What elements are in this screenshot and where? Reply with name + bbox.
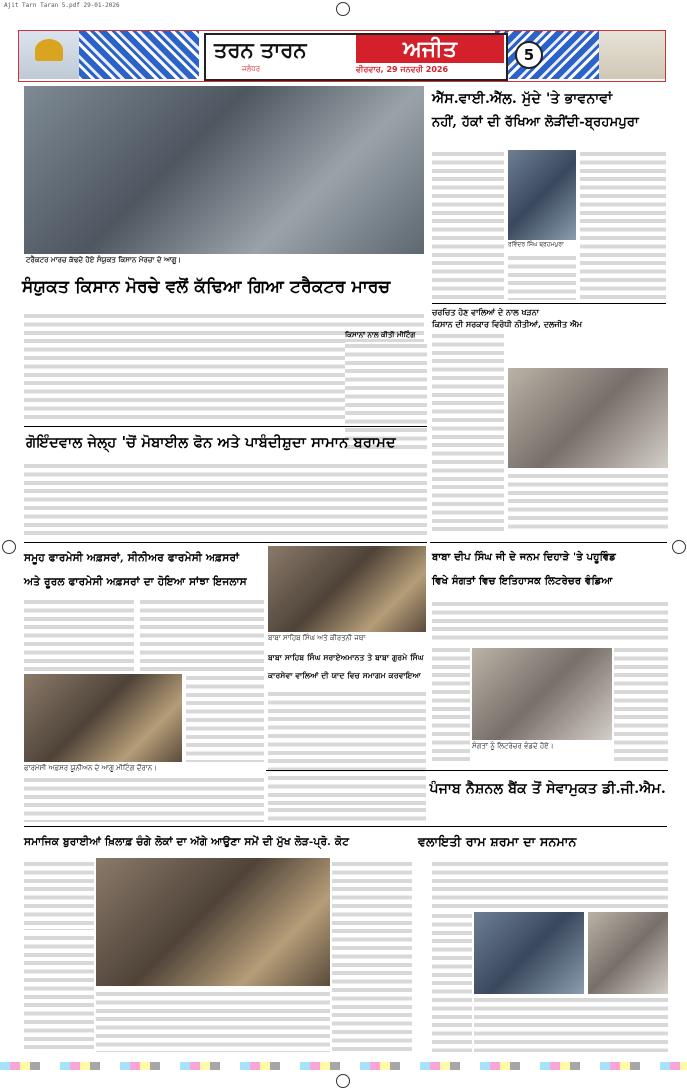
- bottom-right-col1: [432, 860, 668, 910]
- honour-photo-2: [588, 912, 668, 994]
- masthead-title-box: [204, 33, 508, 81]
- farmer-meeting-kicker: ਚਰਚਿਤ ਹੋਣ ਵਾਲਿਆਂ ਦੇ ਨਾਲ ਖੜਨਾ: [432, 307, 540, 317]
- baba-deep-article-top: [432, 600, 668, 644]
- kirtan-headline-line2: ਕਾਰਸੇਵਾ ਵਾਲਿਆਂ ਦੀ ਯਾਦ ਵਿਚ ਸਮਾਗਮ ਕਰਵਾਇਆ: [268, 671, 421, 680]
- divider: [24, 826, 667, 827]
- divider: [266, 770, 668, 771]
- sub-headline: ਕਿਸਾਨਾਂ ਨਾਲ ਕੀਤੀ ਮੀਟਿੰਗ: [345, 330, 416, 339]
- pnb-headline: ਪੰਜਾਬ ਨੈਸ਼ਨਲ ਬੈਂਕ ਤੋਂ ਸੇਵਾਮੁਕਤ ਡੀ.ਜੀ.ਐਮ.: [429, 781, 666, 797]
- bottom-left-col1: [24, 860, 94, 930]
- building-image: [599, 31, 665, 79]
- pharmacy-article-col4: [24, 776, 264, 822]
- bottom-right-col3: [474, 996, 668, 1052]
- divider: [432, 303, 666, 304]
- pharmacy-article-col1: [24, 598, 134, 672]
- tractor-march-photo: [24, 86, 424, 254]
- syl-headline-line2: ਨਹੀਂ, ਹੱਕਾਂ ਦੀ ਰੱਖਿਆ ਲੋੜੀਂਦੀ-ਬ੍ਰਹਮਪੁਰਾ: [432, 115, 639, 130]
- kirtan-article-body: [268, 690, 426, 822]
- tractor-photo-caption: ਟਰੈਕਟਰ ਮਾਰਚ ਕੱਢਦੇ ਹੋਏ ਸੰਯੁਕਤ ਕਿਸਾਨ ਮੋਰਚਾ ਦੇ ਆਗੂ।: [26, 256, 182, 264]
- baba-deep-headline-line1: ਬਾਬਾ ਦੀਪ ਸਿੰਘ ਜੀ ਦੇ ਜਨਮ ਦਿਹਾੜੇ 'ਤੇ ਪਹੂਵਿੰਡ: [432, 552, 616, 563]
- baba-deep-photo-caption: ਸੰਗਤਾਂ ਨੂੰ ਲਿਟਰੇਚਰ ਵੰਡਦੇ ਹੋਏ।: [472, 742, 554, 750]
- baba-deep-headline-line2: ਵਿਖੇ ਸੰਗਤਾਂ ਵਿਚ ਇਤਿਹਾਸਕ ਲਿਟਰੇਚਰ ਵੰਡਿਆ: [432, 576, 613, 587]
- jail-headline: ਗੋਇੰਦਵਾਲ ਜੇਲ੍ਹ 'ਚੋਂ ਮੋਬਾਈਲ ਫੋਨ ਅਤੇ ਪਾਬੰਦੀਸ਼ੁਦਾ ਸਾਮਾਨ ਬਰਾਮਦ: [26, 434, 396, 451]
- page-number: 5: [515, 41, 543, 69]
- syl-article-col3: [580, 150, 666, 300]
- two-men-photo: [508, 368, 668, 468]
- color-bar: [0, 1062, 687, 1070]
- tractor-headline: ਸੰਯੁਕਤ ਕਿਸਾਨ ਮੋਰਚੇ ਵਲੋਂ ਕੱਢਿਆ ਗਿਆ ਟਰੈਕਟਰ ਮਾਰਚ: [22, 277, 391, 297]
- pharmacy-article-col2: [140, 598, 264, 672]
- masthead-title-right: ਅਜੀਤ: [356, 35, 504, 63]
- file-info-line: Ajit Tarn Taran 5.pdf 29-01-2026: [4, 2, 120, 9]
- baba-deep-article-col2: [614, 646, 668, 764]
- pharmacy-photo-caption: ਫਾਰਮੇਸੀ ਅਫ਼ਸਰ ਯੂਨੀਅਨ ਦੇ ਆਗੂ ਮੀਟਿੰਗ ਦੌਰਾਨ।: [24, 764, 157, 772]
- kirtan-photo: [268, 546, 426, 632]
- baba-deep-article-col1: [432, 646, 470, 764]
- kirtan-photo-caption: ਬਾਬਾ ਸਾਹਿਬ ਸਿੰਘ ਅਤੇ ਕੀਰਤਨੀ ਜਥਾ: [268, 634, 366, 642]
- brahmpura-portrait: [508, 150, 576, 240]
- bottom-left-headline: ਸਮਾਜਿਕ ਬੁਰਾਈਆਂ ਖ਼ਿਲਾਫ਼ ਚੰਗੇ ਲੋਕਾਂ ਦਾ ਅੱਗੇ ਆਉਣਾ ਸਮੇਂ ਦੀ ਮੁੱਖ ਲੋੜ-ਪ੍ਰੋ. ਕੋਟ: [24, 836, 350, 848]
- honour-photo-1: [474, 912, 584, 994]
- brahmpura-caption: ਰਵਿੰਦਰ ਸਿੰਘ ਬ੍ਰਹਮਪੁਰਾ: [508, 241, 564, 248]
- bottom-left-col4: [96, 990, 330, 1052]
- sub-article-col1: [432, 332, 504, 532]
- bottom-right-col2: [432, 912, 472, 1052]
- bottom-left-col3: [24, 934, 94, 1052]
- registration-mark-left: [2, 540, 16, 554]
- divider: [24, 426, 427, 427]
- pharmacy-meeting-photo: [24, 674, 182, 762]
- divider: [24, 542, 427, 543]
- registration-mark-right: [672, 540, 686, 554]
- kirtan-headline-line1: ਬਾਬਾ ਸਾਹਿਬ ਸਿੰਘ ਸਰਾਏਅਮਾਨਤ ਤੇ ਬਾਬਾ ਗੁਰਮੇ ਸਿੰਘ: [268, 653, 424, 662]
- pharmacy-headline-line2: ਅਤੇ ਰੂਰਲ ਫਾਰਮੇਸੀ ਅਫ਼ਸਰਾਂ ਦਾ ਹੋਇਆ ਸਾਂਝਾ ਇਜਲਾਸ: [24, 576, 247, 588]
- sub-article-col2: [508, 472, 668, 532]
- registration-mark-top: [336, 2, 350, 16]
- jail-article-body: [24, 462, 427, 538]
- syl-article-col2: [508, 254, 576, 300]
- registration-mark-bottom: [336, 1074, 350, 1088]
- masthead-date: ਵੀਰਵਾਰ, 29 ਜਨਵਰੀ 2026: [356, 65, 449, 74]
- pnb-filler: [268, 806, 426, 822]
- pharmacy-headline-line1: ਸਮੂਹ ਫਾਰਮੇਸੀ ਅਫ਼ਸਰਾਂ, ਸੀਨੀਅਰ ਫਾਰਮੇਸੀ ਅਫ਼ਸਰਾਂ: [24, 552, 240, 564]
- masthead-title-left: ਤਰਨ ਤਾਰਨ: [214, 37, 307, 62]
- divider: [430, 542, 667, 543]
- bottom-left-photo: [96, 858, 330, 986]
- masthead: [18, 30, 666, 82]
- edition-label: ਜਲੰਧਰ: [242, 65, 261, 73]
- golden-temple-image: [19, 31, 79, 79]
- pharmacy-article-col3: [186, 674, 264, 762]
- literature-distribution-photo: [472, 648, 612, 740]
- bottom-left-col2: [332, 860, 412, 1052]
- syl-article-col1: [432, 150, 504, 300]
- farmer-meeting-head: ਕਿਸਾਨ ਦੀ ਸਰਕਾਰ ਵਿਰੋਧੀ ਨੀਤੀਆਂ, ਦਲਜੀਤ ਐਮ: [432, 319, 583, 329]
- syl-headline-line1: ਐੱਸ.ਵਾਈ.ਐੱਲ. ਮੁੱਦੇ 'ਤੇ ਭਾਵਨਾਵਾਂ: [432, 91, 613, 107]
- bottom-right-headline: ਵਲਾਇਤੀ ਰਾਮ ਸ਼ਰਮਾ ਦਾ ਸਨਮਾਨ: [418, 834, 577, 849]
